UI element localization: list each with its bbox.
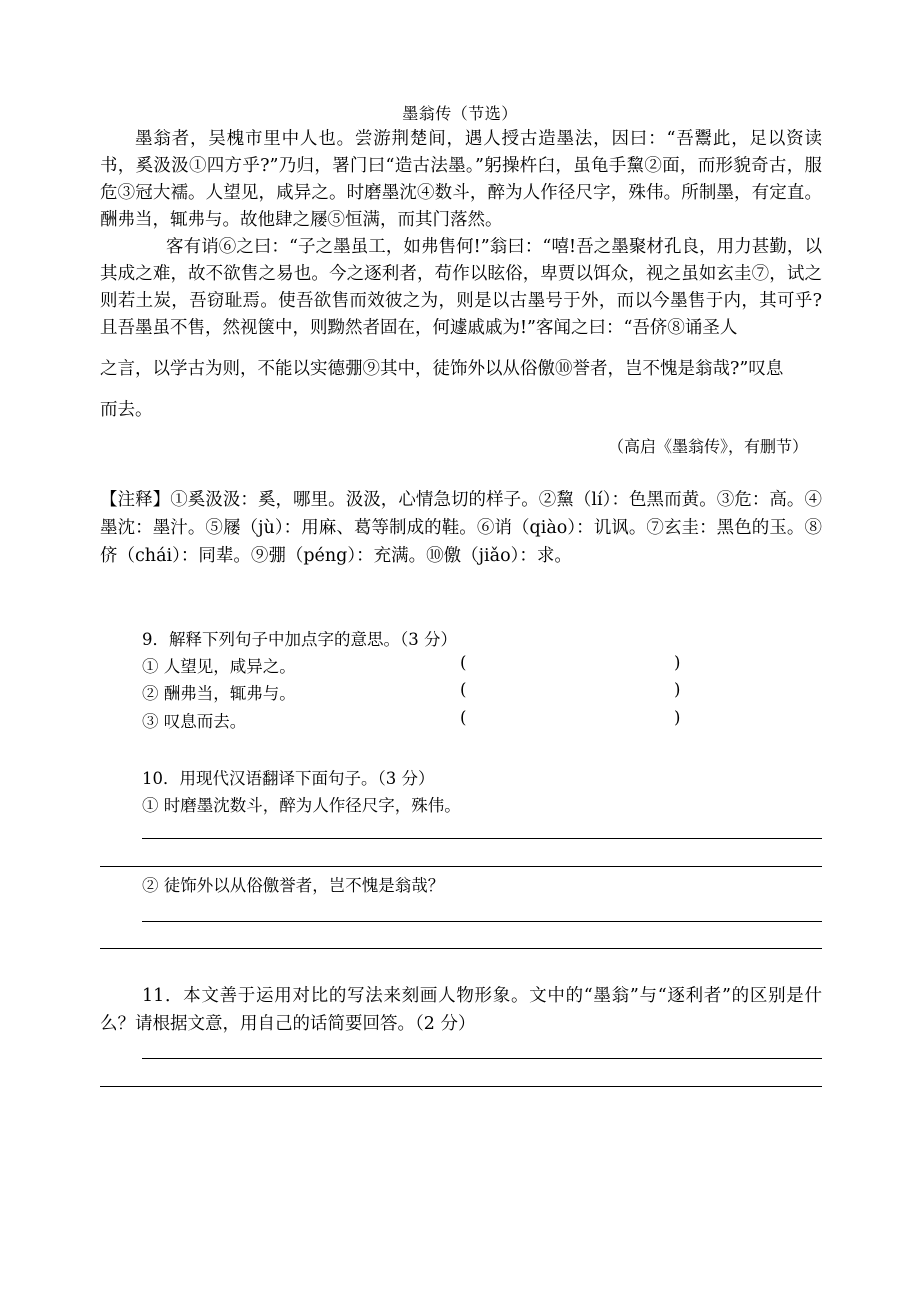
answer-line	[142, 1058, 822, 1059]
answer-line	[100, 1086, 822, 1087]
answer-blank-open-paren: (	[460, 680, 467, 699]
question-9-item-2	[142, 680, 702, 706]
question-9-item-1-text: ① 人望见，咸异之。	[142, 657, 296, 676]
question-9-item-3	[142, 708, 702, 734]
passage-paragraph-2-main: 客有诮⑥之曰：“子之墨虽工，如弗售何!”翁曰：“嘻!吾之墨聚材孔良，用力甚勤，以其成之难，故不欲售之易也。今之逐利者，苟作以眩俗，卑贾以饵众，视之虽如玄圭⑦，试之则若土炭，吾窃耻焉。使吾欲售而效彼之为，则是以古墨号于外，而以今墨售于内，其可乎?且吾墨虽不售，然视箧中，则黝然者固在，何遽戚戚为!”客闻之曰：“吾侪⑧诵圣人	[100, 237, 822, 338]
answer-blank-open-paren: (	[460, 708, 467, 727]
passage-title: 墨翁传（节选）	[402, 104, 518, 123]
answer-blank-close-paren: )	[674, 653, 681, 672]
question-9-item-2-text: ② 酬弗当，辄弗与。	[142, 684, 296, 703]
annotations: 【注释】①奚汲汲：奚，哪里。汲汲，心情急切的样子。②黧（lí）：色黑而黄。③危：高。④墨沈：墨汁。⑤屦（jù）：用麻、葛等制成的鞋。⑥诮（qiào）：讥讽。⑦玄圭：黑色的玉。⑧侪（chái）：同辈。⑨弸（péng）：充满。⑩儌（jiǎo）：求。	[100, 490, 822, 566]
question-10-sentence-1: ① 时磨墨沈数斗，醉为人作径尺字，殊伟。	[142, 796, 461, 815]
passage-paragraph-1: 墨翁者，吴槐市里中人也。尝游荆楚间，遇人授古造墨法，因曰：“吾鬻此，足以资读书，奚汲汲①四方乎?”乃归，署门曰“造古法墨。”躬操杵臼，虽龟手黧②面，而形貌奇古，服危③冠大襦。人望见，咸异之。时磨墨沈④数斗，醉为人作径尺字，殊伟。所制墨，有定直。酬弗当，辄弗与。故他肆之屦⑤恒满，而其门落然。	[100, 129, 822, 230]
question-10-title: 10．用现代汉语翻译下面句子。（3 分）	[142, 769, 435, 788]
passage-paragraph-2	[100, 234, 822, 424]
passage-paragraph-2-line-2: 之言，以学古为则，不能以实德弸⑨其中，徒饰外以从俗儌⑩誉者，岂不愧是翁哉?”叹息	[100, 359, 784, 379]
answer-blank-open-paren: (	[460, 653, 467, 672]
answer-line	[142, 838, 822, 839]
answer-blank-close-paren: )	[674, 708, 681, 727]
answer-line	[100, 948, 822, 949]
answer-line	[100, 866, 822, 867]
question-9-title: 9．解释下列句子中加点字的意思。（3 分）	[142, 630, 457, 649]
passage-paragraph-2-line-3: 而去。	[100, 400, 153, 420]
question-11-text: 11．本文善于运用对比的写法来刻画人物形象。文中的“墨翁”与“逐利者”的区别是什么？请根据文意，用自己的话简要回答。（2 分）	[100, 986, 822, 1034]
answer-line	[142, 921, 822, 922]
passage-source: （高启《墨翁传》，有删节）	[607, 437, 808, 456]
question-10-sentence-2: ② 徒饰外以从俗儌誉者，岂不愧是翁哉？	[142, 876, 445, 895]
answer-blank-close-paren: )	[674, 680, 681, 699]
question-9-item-3-text: ③ 叹息而去。	[142, 712, 247, 731]
question-9-item-1	[142, 653, 702, 679]
